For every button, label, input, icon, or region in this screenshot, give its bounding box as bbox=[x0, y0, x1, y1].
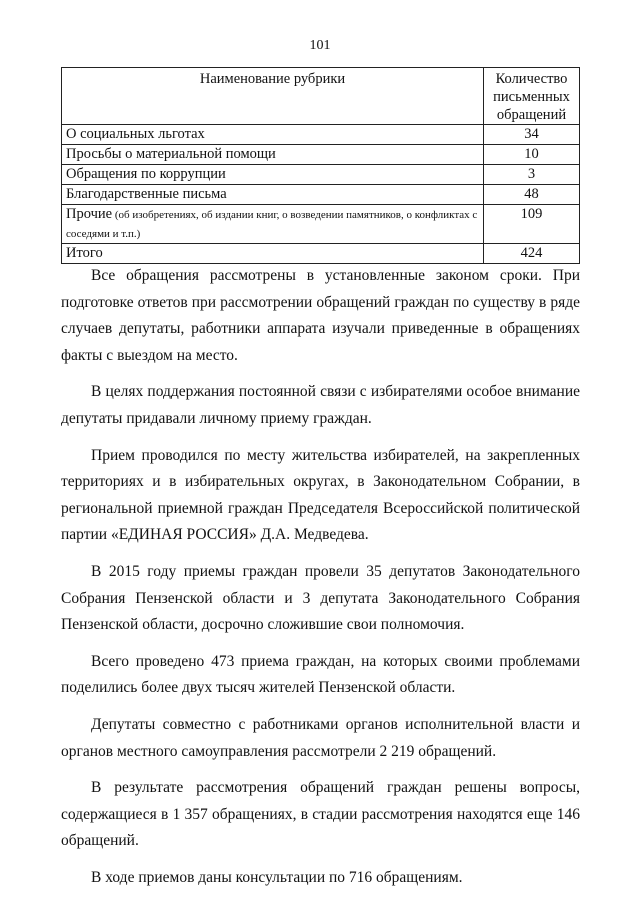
rubric-name: Просьбы о материальной помощи bbox=[62, 145, 484, 165]
table-row bbox=[62, 125, 580, 145]
paragraph: В результате рассмотрения обращений граждан решены вопросы, содержащиеся в 1 357 обращениях, в стадии рассмотрения находятся еще 146 обращений. bbox=[61, 779, 580, 850]
rubric-count: 3 bbox=[484, 165, 580, 185]
paragraph: Прием проводился по месту жительства избирателей, на закрепленных территориях и в избирательных округах, в Законодательном Собрании, в региональной приемной граждан Председателя Всероссийской политической партии «ЕДИНАЯ РОССИЯ» Д.А. Медведева. bbox=[61, 446, 580, 544]
paragraph: В целях поддержания постоянной связи с избирателями особое внимание депутаты придавали личному приему граждан. bbox=[61, 383, 580, 427]
body-text bbox=[61, 263, 580, 901]
header-count-line: письменных bbox=[493, 89, 570, 105]
paragraph: В ходе приемов даны консультации по 716 обращениям. bbox=[91, 868, 463, 886]
paragraph: Депутаты совместно с работниками органов исполнительной власти и органов местного самоуправления рассмотрели 2 219 обращений. bbox=[61, 715, 580, 760]
rubrics-table bbox=[61, 67, 580, 264]
rubric-count: 10 bbox=[484, 145, 580, 165]
table-row bbox=[62, 205, 580, 244]
rubric-note: (об изобретениях, об издании книг, о возведении памятников, о конфликтах с соседями и т.п.) bbox=[66, 209, 478, 240]
header-count-line: Количество bbox=[495, 71, 568, 87]
header-rubric-name: Наименование рубрики bbox=[62, 68, 484, 125]
table-total-row bbox=[62, 244, 580, 264]
rubric-name: О социальных льготах bbox=[62, 125, 484, 145]
rubric-name: Прочие bbox=[66, 206, 113, 222]
table-row bbox=[62, 145, 580, 165]
page-number: 101 bbox=[309, 38, 331, 53]
table-row bbox=[62, 185, 580, 205]
paragraph: В 2015 году приемы граждан провели 35 депутатов Законодательного Собрания Пензенской области и 3 депутата Законодательного Собрания Пензенской области, досрочно сложившие свои полномочия. bbox=[61, 562, 580, 634]
rubric-name: Благодарственные письма bbox=[62, 185, 484, 205]
table-row bbox=[62, 165, 580, 185]
paragraph: Все обращения рассмотрены в установленные законом сроки. При подготовке ответов при рассмотрении обращений граждан по существу в ряде случаев депутаты, работники аппарата изучали приведенные в обращениях факты с выездом на место. bbox=[61, 267, 580, 364]
header-count-line: обращений bbox=[496, 107, 567, 123]
rubric-count: 48 bbox=[484, 185, 580, 205]
table-header-row bbox=[62, 68, 580, 125]
rubric-name: Обращения по коррупции bbox=[62, 165, 484, 185]
rubric-count: 34 bbox=[484, 125, 580, 145]
rubric-count: 109 bbox=[484, 205, 580, 244]
header-letter-count bbox=[484, 68, 580, 125]
paragraph: Всего проведено 473 приема граждан, на которых своими проблемами поделились более двух тысяч жителей Пензенской области. bbox=[61, 652, 580, 697]
total-label: Итого bbox=[62, 244, 484, 264]
total-count: 424 bbox=[484, 244, 580, 264]
rubric-name-with-note bbox=[62, 205, 484, 244]
